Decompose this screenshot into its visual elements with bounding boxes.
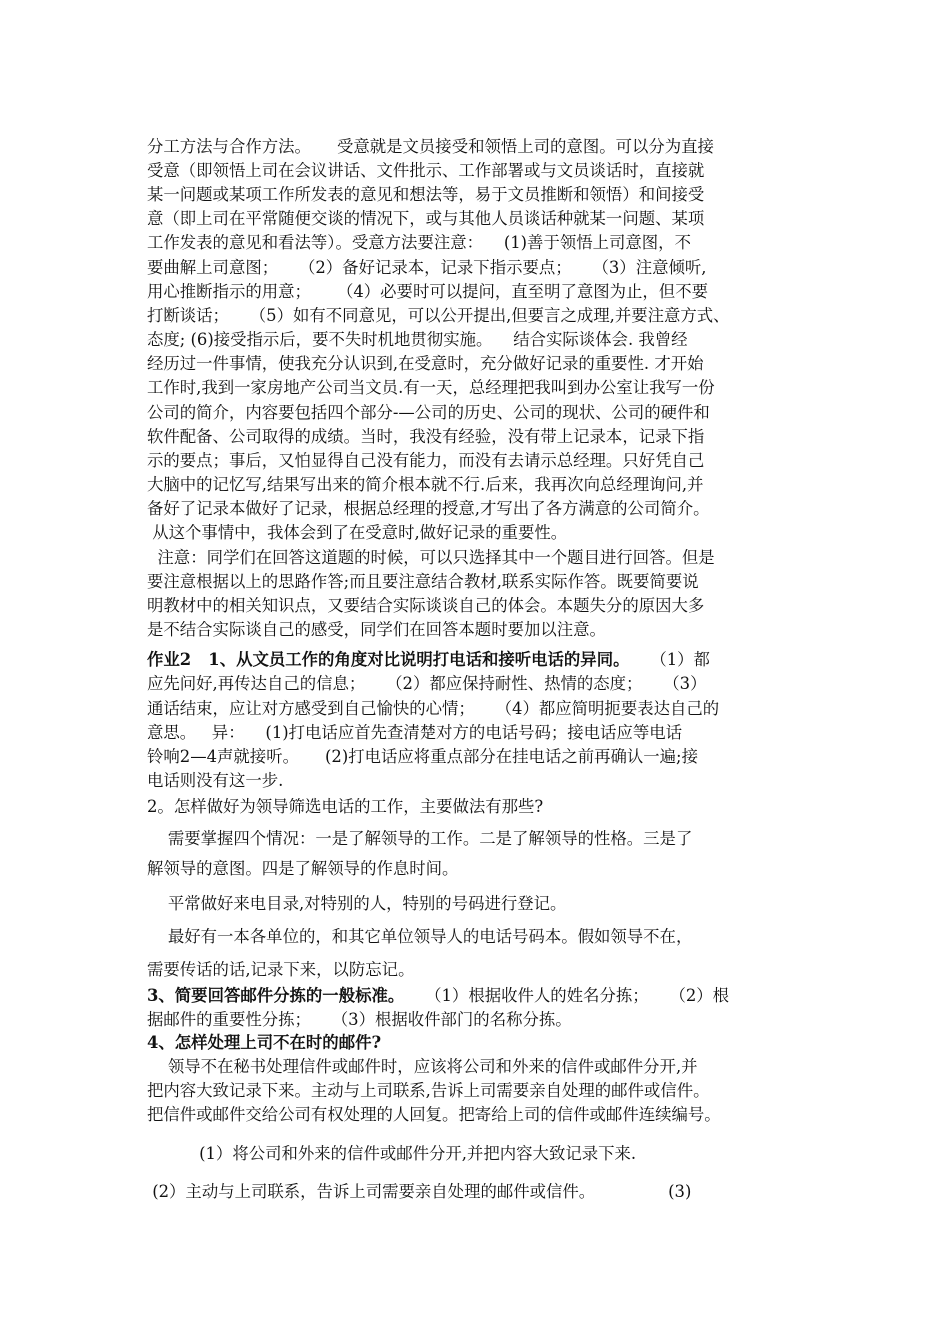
text-line	[147, 697, 807, 721]
text: 注意：同学们在回答这道题的时候，可以只选择其中一个题目进行回答。但是	[147, 548, 715, 567]
text: 态度; (6)接受指示后，要不失时机地贯彻实施。 结合实际谈体会. 我曾经	[147, 330, 688, 349]
text: 软件配备、公司取得的成绩。当时，我没有经验，没有带上记录本，记录下指	[147, 427, 705, 446]
bold-text: 3、简要回答邮件分拣的一般标准。	[147, 986, 405, 1005]
text: 用心推断指示的用意； （4）必要时可以提问，直至明了意图为止，但不要	[147, 282, 708, 301]
text-line	[147, 1055, 807, 1079]
text: 明教材中的相关知识点，又要结合实际谈谈自己的体会。本题失分的原因大多	[147, 596, 705, 615]
text: 公司的简介，内容要包括四个部分-—公司的历史、公司的现状、公司的硬件和	[147, 403, 710, 422]
text: (1）将公司和外来的信件或邮件分开,并把内容大致记录下来.	[147, 1144, 637, 1163]
text-line	[147, 1008, 807, 1032]
text: 要曲解上司意图； （2）备好记录本，记录下指示要点； （3）注意倾听,	[147, 258, 707, 277]
text-line	[147, 721, 807, 745]
text: 分工方法与合作方法。 受意就是文员接受和领悟上司的意图。可以分为直接	[147, 137, 714, 156]
text: 打断谈话； （5）如有不同意见，可以公开提出,但要言之成理,并要注意方式、	[147, 306, 730, 325]
text: 电话则没有这一步.	[147, 771, 284, 790]
text: 意思。 异： (1)打电话应首先查清楚对方的电话号码；接电话应等电话	[147, 723, 683, 742]
text-line	[147, 473, 807, 497]
text-line	[147, 546, 807, 570]
text-line	[147, 231, 807, 255]
text: 要注意根据以上的思路作答;而且要注意结合教材,联系实际作答。既要简要说	[147, 572, 699, 591]
text-line	[147, 570, 807, 594]
text-line	[147, 401, 807, 425]
text-line	[147, 328, 807, 352]
text: 领导不在秘书处理信件或邮件时，应该将公司和外来的信件或邮件分开,并	[147, 1057, 698, 1076]
text: 受意（即领悟上司在会议讲话、文件批示、工作部署或与文员谈话时，直接就	[147, 161, 705, 180]
text-line	[147, 183, 807, 207]
text: 意（即上司在平常随便交谈的情况下，或与其他人员谈话种就某一问题、某项	[147, 209, 705, 228]
text: 备好了记录本做好了记录，根据总经理的授意,才写出了各方满意的公司简介。	[147, 499, 710, 518]
text: 据邮件的重要性分拣； （3）根据收件部门的名称分拣。	[147, 1010, 572, 1029]
text-line	[147, 425, 807, 449]
text-line	[147, 1079, 807, 1103]
bold-text: 作业2 1、从文员工作的角度对比说明打电话和接听电话的异同。	[147, 650, 630, 669]
text-line	[147, 594, 807, 618]
text-line	[147, 648, 807, 672]
text: （1）都	[629, 650, 710, 669]
text-line	[147, 135, 807, 159]
text: 2。怎样做好为领导筛选电话的工作，主要做法有那些?	[147, 797, 544, 816]
text: 平常做好来电目录,对特别的人，特别的号码进行登记。	[147, 894, 567, 913]
text: 是不结合实际谈自己的感受，同学们在回答本题时要加以注意。	[147, 620, 606, 639]
text-line	[147, 521, 807, 545]
text-line	[147, 159, 807, 183]
text-line	[147, 769, 807, 793]
text-line	[147, 304, 807, 328]
text-line	[147, 207, 807, 231]
text: 从这个事情中，我体会到了在受意时,做好记录的重要性。	[147, 523, 568, 542]
text: 工作时,我到一家房地产公司当文员.有一天，总经理把我叫到办公室让我写一份	[147, 378, 715, 397]
text: 经历过一件事情，使我充分认识到,在受意时，充分做好记录的重要性. 才开始	[147, 354, 704, 373]
text: 示的要点；事后，又怕显得自己没有能力，而没有去请示总经理。只好凭自己	[147, 451, 705, 470]
text: 铃响2—4声就接听。 (2)打电话应将重点部分在挂电话之前再确认一遍;接	[147, 747, 698, 766]
text: （1）根据收件人的姓名分拣； （2）根	[404, 986, 730, 1005]
text: 解领导的意图。四是了解领导的作息时间。	[147, 859, 459, 878]
text-line	[147, 618, 807, 642]
bold-text: 4、怎样处理上司不在时的邮件?	[147, 1033, 382, 1052]
text: 把信件或邮件交给公司有权处理的人回复。把寄给上司的信件或邮件连续编号。	[147, 1105, 721, 1124]
text-line	[147, 984, 807, 1008]
text-line	[147, 256, 807, 280]
text: 大脑中的记忆写,结果写出来的简介根本就不行.后来，我再次向总经理询问,并	[147, 475, 704, 494]
text: 需要掌握四个情况：一是了解领导的工作。二是了解领导的性格。三是了	[147, 829, 693, 848]
text-line	[147, 352, 807, 376]
text-line	[147, 795, 807, 819]
text-line	[147, 376, 807, 400]
text-line	[147, 925, 807, 949]
text-line	[147, 1142, 807, 1166]
text-line	[147, 958, 807, 982]
text-line	[147, 745, 807, 769]
text: 应先问好,再传达自己的信息； （2）都应保持耐性、热情的态度； （3）	[147, 674, 707, 693]
text-line	[147, 827, 807, 851]
text: 通话结束，应让对方感受到自己愉快的心情； （4）都应简明扼要表达自己的	[147, 699, 720, 718]
text-line	[147, 280, 807, 304]
text: (2）主动与上司联系，告诉上司需要亲自处理的邮件或信件。 (3)	[147, 1182, 692, 1201]
text-line	[147, 1180, 807, 1204]
text: 工作发表的意见和看法等）。受意方法要注意： (1)善于领悟上司意图，不	[147, 233, 691, 252]
text-line	[147, 449, 807, 473]
text-line	[147, 892, 807, 916]
text: 把内容大致记录下来。主动与上司联系,告诉上司需要亲自处理的邮件或信件。	[147, 1081, 710, 1100]
text: 最好有一本各单位的，和其它单位领导人的电话号码本。假如领导不在，	[147, 927, 693, 946]
text-line	[147, 857, 807, 881]
text: 需要传话的话,记录下来，以防忘记。	[147, 960, 415, 979]
text-line	[147, 672, 807, 696]
text-line	[147, 497, 807, 521]
text: 某一问题或某项工作所发表的意见和想法等，易于文员推断和领悟）和间接受	[147, 185, 705, 204]
text-line	[147, 1103, 807, 1127]
text-line	[147, 1031, 807, 1055]
